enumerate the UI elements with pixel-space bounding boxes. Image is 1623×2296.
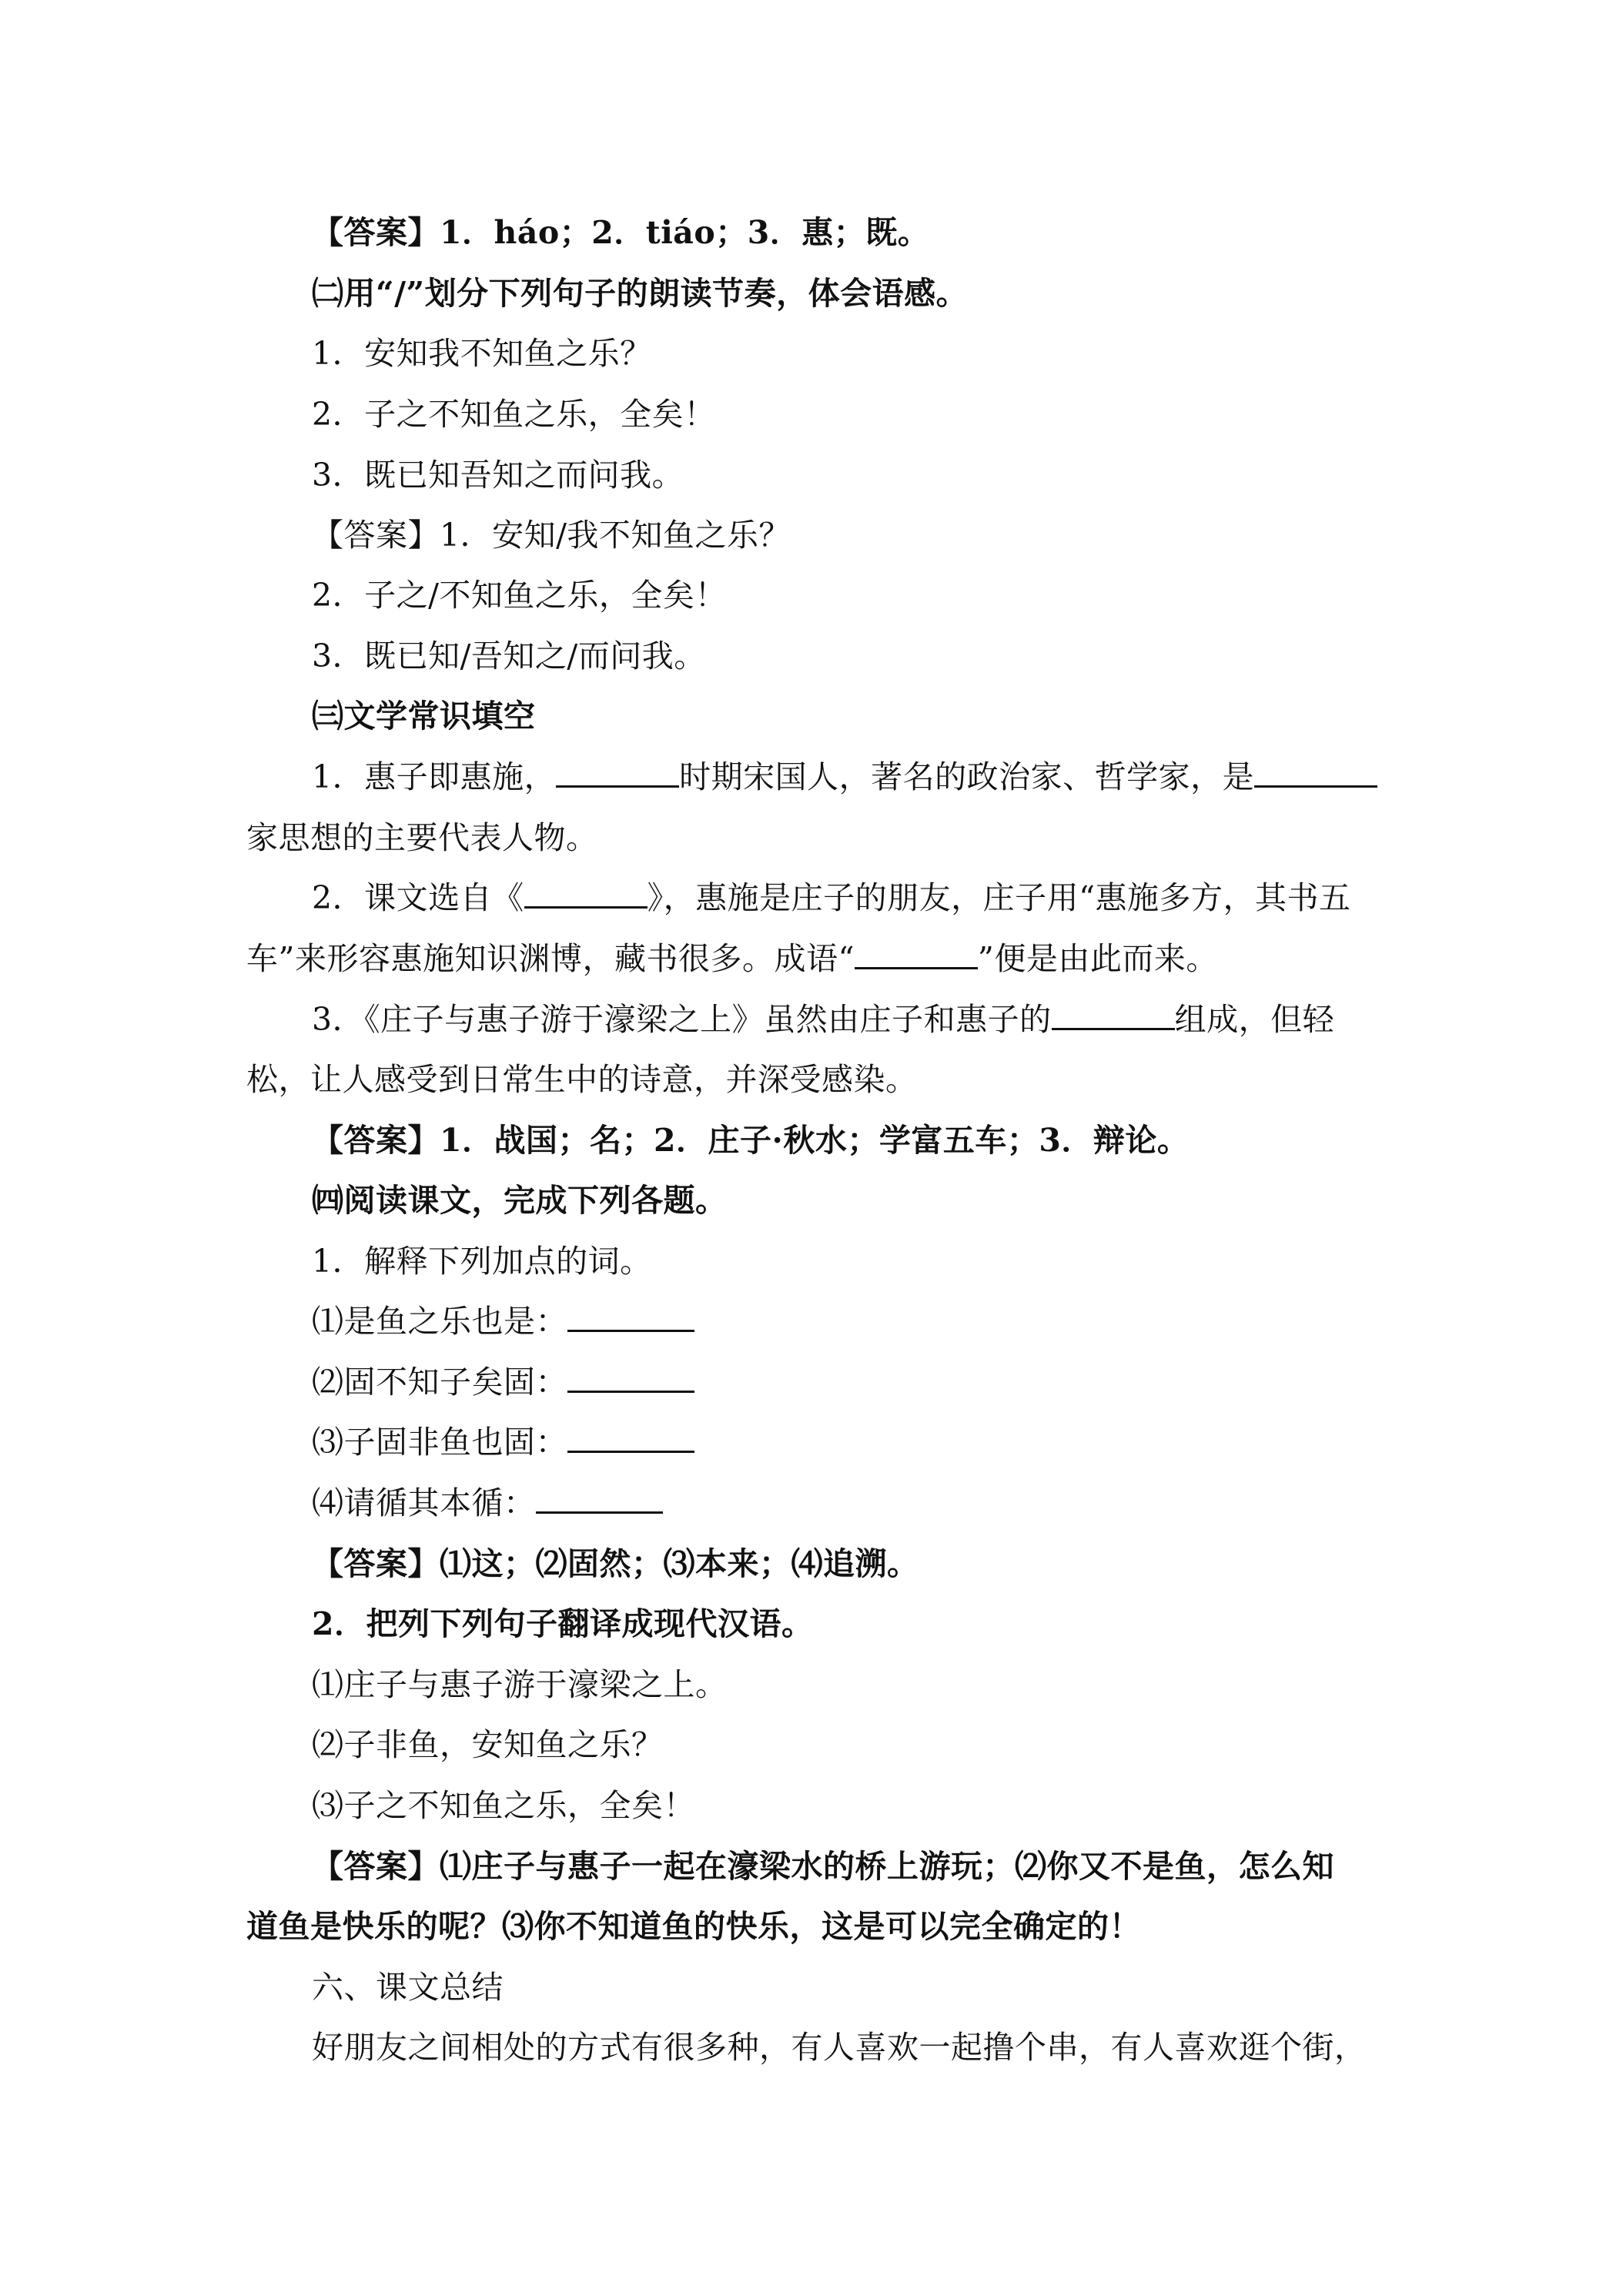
answer-blank[interactable] <box>556 756 679 788</box>
summary-paragraph <box>312 2026 1386 2069</box>
answer-line <box>312 514 1386 557</box>
item-text: 3．既已知吾知之而问我。 <box>312 457 684 494</box>
question-item-3 <box>312 454 1386 497</box>
answer-blank[interactable] <box>567 1300 694 1332</box>
question-item-1 <box>312 332 1386 375</box>
answer-blank[interactable] <box>567 1361 694 1393</box>
question-text: 组成，但轻 <box>1174 1001 1335 1038</box>
answer-line <box>312 634 1386 678</box>
item-text: ⑶子之不知鱼之乐，全矣！ <box>312 1787 695 1824</box>
section-heading-2 <box>312 272 1386 315</box>
answer-line <box>312 211 1386 254</box>
fill-blank-question-1 <box>312 755 1386 798</box>
item-text: ⑵固不知子矣固： <box>312 1364 567 1401</box>
item-text: ⑶子固非鱼也固： <box>312 1424 567 1461</box>
answer-line <box>312 1119 1386 1162</box>
answer-blank[interactable] <box>524 877 648 909</box>
question-text: 松，让人感受到日常生中的诗意，并深受感染。 <box>246 1061 918 1098</box>
answer-line <box>312 1845 1386 1888</box>
answer-blank[interactable] <box>1254 756 1377 788</box>
word-explain-item-4 <box>312 1481 1386 1525</box>
answer-line-cont <box>246 1905 1386 1948</box>
answer-text: 【答案】1．安知/我不知鱼之乐？ <box>312 517 791 554</box>
item-text: 1．安知我不知鱼之乐？ <box>312 335 652 372</box>
question-text: 2．课文选自《 <box>312 879 524 916</box>
item-text: ⑴是鱼之乐也是： <box>312 1303 567 1340</box>
question-text: 》，惠施是庄子的朋友，庄子用“惠施多方，其书五 <box>647 879 1351 916</box>
answer-blank[interactable] <box>1052 999 1175 1030</box>
item-text: 2．子之不知鱼之乐，全矣！ <box>312 396 716 433</box>
answer-line <box>312 1542 1386 1585</box>
answer-blank[interactable] <box>855 938 978 969</box>
item-text: ⑴庄子与惠子游于濠梁之上。 <box>312 1666 728 1703</box>
paragraph-text: 好朋友之间相处的方式有很多种，有人喜欢一起撸个串，有人喜欢逛个街， <box>312 2029 1367 2066</box>
answer-blank[interactable] <box>536 1482 663 1514</box>
answer-text: 【答案】1．háo；2．tiáo；3．惠；既。 <box>312 214 930 251</box>
word-explain-item-1 <box>312 1300 1386 1343</box>
translate-item-2 <box>312 1723 1386 1766</box>
fill-blank-question-1-cont <box>246 816 1386 859</box>
question-prompt <box>312 1602 1386 1645</box>
fill-blank-question-2 <box>312 876 1386 919</box>
answer-text: 【答案】⑴这；⑵固然；⑶本来；⑷追溯。 <box>312 1545 919 1582</box>
translate-item-3 <box>312 1784 1386 1827</box>
fill-blank-question-3 <box>312 998 1386 1041</box>
question-text: 3．《庄子与惠子游于濠梁之上》虽然由庄子和惠子的 <box>312 1001 1052 1038</box>
word-explain-item-2 <box>312 1361 1386 1404</box>
word-explain-item-3 <box>312 1421 1386 1464</box>
question-text: 1．惠子即惠施， <box>312 758 557 795</box>
item-text: ⑷请循其本循： <box>312 1484 536 1521</box>
answer-line <box>312 574 1386 617</box>
item-text: ⑵子非鱼，安知鱼之乐？ <box>312 1726 664 1763</box>
answer-blank[interactable] <box>567 1421 694 1453</box>
heading-text: ㈡用“/”划分下列句子的朗读节奏，体会语感。 <box>312 275 969 312</box>
fill-blank-question-3-cont <box>246 1058 1386 1101</box>
question-text: 时期宋国人，著名的政治家、哲学家，是 <box>679 758 1255 795</box>
section-heading-3 <box>312 694 1386 738</box>
fill-blank-question-2-cont <box>246 937 1386 980</box>
item-text: 1．解释下列加点的词。 <box>312 1243 652 1280</box>
section-heading-6 <box>312 1966 1386 2009</box>
translate-item-1 <box>312 1663 1386 1706</box>
heading-text: 六、课文总结 <box>312 1969 504 2006</box>
item-text: 2．把列下列句子翻译成现代汉语。 <box>312 1605 814 1642</box>
answer-text: 2．子之/不知鱼之乐，全矣！ <box>312 577 727 614</box>
section-heading-4 <box>312 1179 1386 1222</box>
question-text: ”便是由此而来。 <box>977 940 1218 977</box>
question-text: 家思想的主要代表人物。 <box>246 819 598 856</box>
answer-text: 【答案】1．战国；名；2．庄子·秋水；学富五车；3．辩论。 <box>312 1122 1190 1159</box>
answer-text: 道鱼是快乐的呢？⑶你不知道鱼的快乐，这是可以完全确定的！ <box>246 1908 1141 1945</box>
answer-text: 3．既已知/吾知之/而问我。 <box>312 638 706 674</box>
heading-text: ㈣阅读课文，完成下列各题。 <box>312 1182 728 1219</box>
answer-text: 【答案】⑴庄子与惠子一起在濠梁水的桥上游玩；⑵你又不是鱼，怎么知 <box>312 1848 1334 1885</box>
question-item-2 <box>312 393 1386 436</box>
heading-text: ㈢文学常识填空 <box>312 698 536 735</box>
question-prompt <box>312 1240 1386 1283</box>
question-text: 车”来形容惠施知识渊博，藏书很多。成语“ <box>246 940 855 977</box>
